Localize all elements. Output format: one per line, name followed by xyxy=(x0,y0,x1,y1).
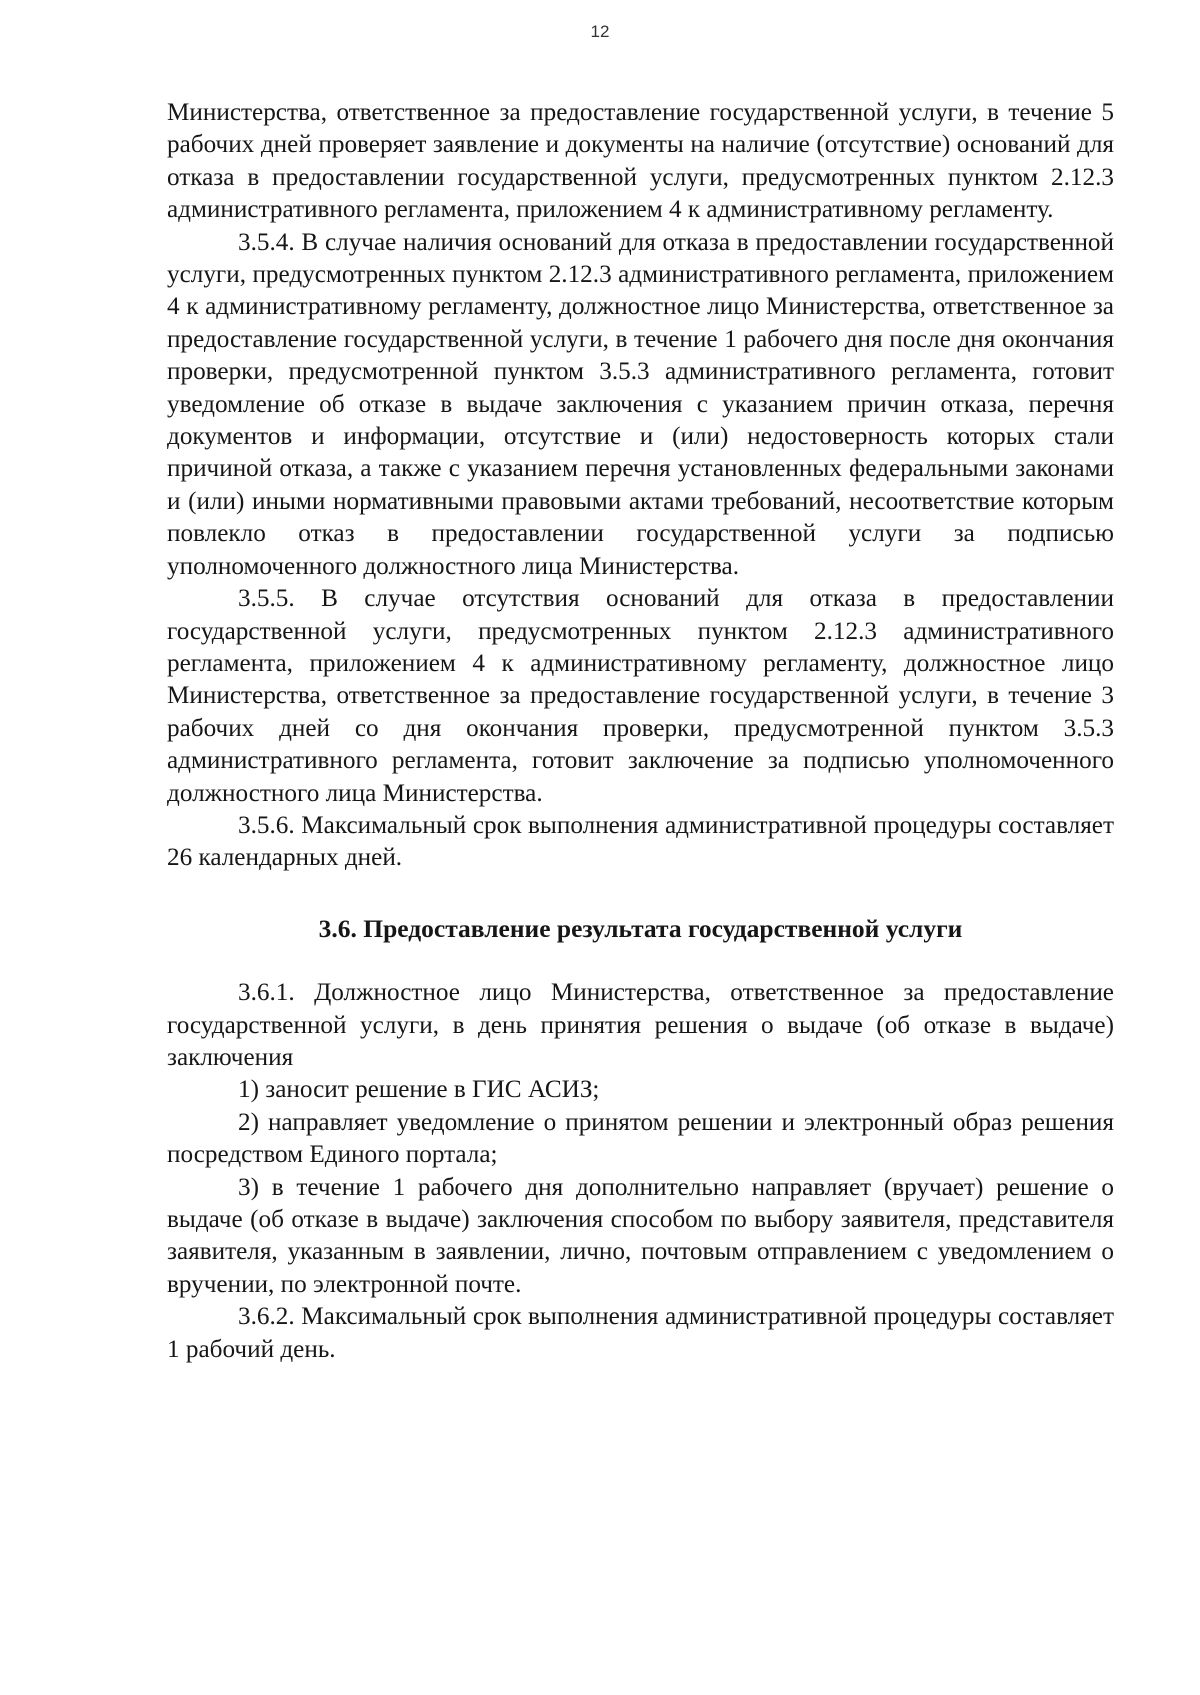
paragraph-3-5-6: 3.5.6. Максимальный срок выполнения административной процедуры составляет 26 календарных дней. xyxy=(167,811,1114,872)
paragraph-3-6-1: 3.6.1. Должностное лицо Министерства, ответственное за предоставление государственной услуги, в день принятия решения о выдаче (об отказе в выдаче) заключения xyxy=(167,979,1114,1071)
paragraph-3-6-2: 3.6.2. Максимальный срок выполнения административной процедуры составляет 1 рабочий день. xyxy=(167,1303,1114,1363)
list-item-1: 1) заносит решение в ГИС АСИЗ; xyxy=(238,1076,600,1104)
section-heading: 3.6. Предоставление результата государственной услуги xyxy=(318,913,963,943)
document-body xyxy=(167,97,1114,1366)
page-number: 12 xyxy=(590,22,610,41)
list-item-2: 2) направляет уведомление о принятом решении и электронный образ решения посредством Единого портала; xyxy=(167,1108,1114,1169)
paragraph-3-5-5: 3.5.5. В случае отсутствия оснований для отказа в предоставлении государственной услуги, предусмотренных пунктом 2.12.3 административного регламента, приложением 4 к административному регламенту, должностное лицо Министерства, ответственное за предоставление государственной услуги, в течение 3 рабочих дней со дня окончания проверки, предусмотренной пунктом 3.5.3 административного регламента, готовит заключение за подписью уполномоченного должностного лица Министерства. xyxy=(167,585,1114,807)
paragraph-continuation: Министерства, ответственное за предоставление государственной услуги, в течение 5 рабочих дней проверяет заявление и документы на наличие (отсутствие) оснований для отказа в предоставлении государственной услуги, предусмотренных пунктом 2.12.3 административного регламента, приложением 4 к административному регламенту. xyxy=(167,99,1114,224)
list-item-3: 3) в течение 1 рабочего дня дополнительно направляет (вручает) решение о выдаче (об отказе в выдаче) заключения способом по выбору заявителя, представителя заявителя, указанным в заявлении, лично, почтовым отправлением с уведомлением о вручении, по электронной почте. xyxy=(167,1173,1114,1298)
paragraph-3-5-4: 3.5.4. В случае наличия оснований для отказа в предоставлении государственной услуги, предусмотренных пунктом 2.12.3 административного регламента, приложением 4 к административному регламенту, должностное лицо Министерства, ответственное за предоставление государственной услуги, в течение 1 рабочего дня после дня окончания проверки, предусмотренной пунктом 3.5.3 административного регламента, готовит уведомление об отказе в выдаче заключения с указанием причин отказа, перечня документов и информации, отсутствие и (или) недостоверность которых стали причиной отказа, а также с указанием перечня установленных федеральными законами и (или) иными нормативными правовыми актами требований, несоответствие которым повлекло отказ в предоставлении государственной услуги за подписью уполномоченного должностного лица Министерства. xyxy=(167,228,1114,580)
